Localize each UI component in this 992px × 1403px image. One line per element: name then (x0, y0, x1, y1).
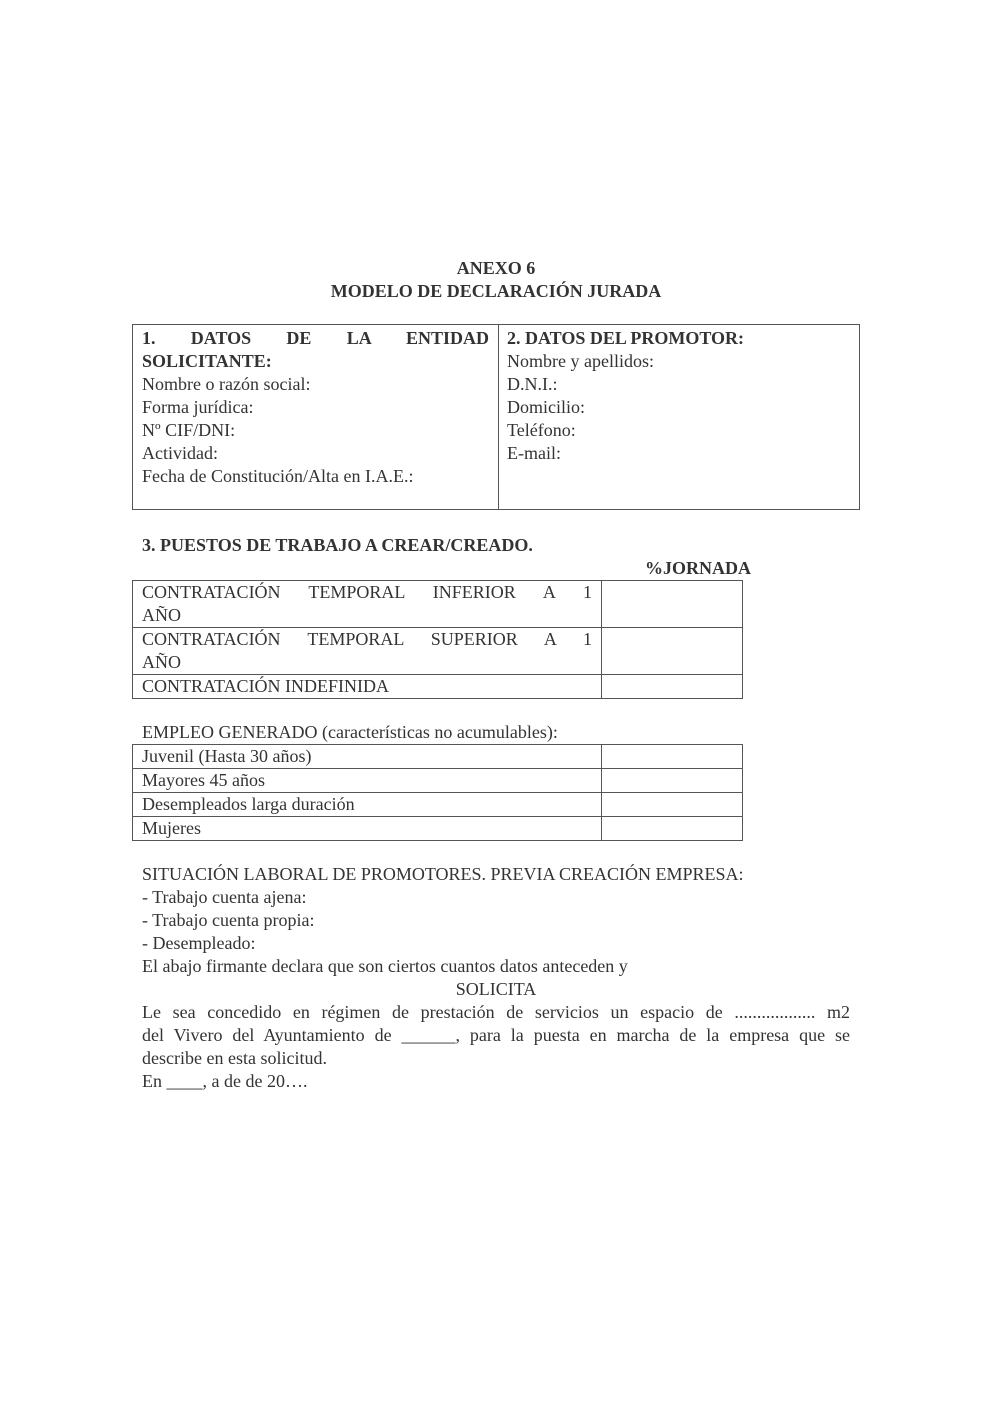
jobs-row-label-line1: CONTRATACIÓN TEMPORAL SUPERIOR A 1 (142, 629, 592, 649)
jobs-row-label-line1: CONTRATACIÓN TEMPORAL INFERIOR A 1 (142, 582, 592, 602)
employment-table (132, 744, 743, 841)
employment-row-label: Juvenil (Hasta 30 años) (133, 745, 602, 769)
jobs-section-heading: 3. PUESTOS DE TRABAJO A CREAR/CREADO. (142, 535, 533, 555)
employment-row-label: Mujeres (133, 817, 602, 841)
labor-item-self-employed: - Trabajo cuenta propia: (142, 910, 315, 930)
entity-field-cif: Nº CIF/DNI: (142, 420, 236, 440)
employment-value-cell[interactable] (602, 745, 743, 769)
labor-item-unemployed: - Desempleado: (142, 933, 256, 953)
request-line-1: Le sea concedido en régimen de prestación de servicios un espacio de .................. m2 (142, 1002, 850, 1022)
jobs-row-label-line2: AÑO (142, 605, 181, 625)
table-row (133, 581, 743, 628)
jobs-table (132, 580, 743, 699)
promoter-data-column (499, 325, 859, 509)
jornada-cell[interactable] (602, 581, 743, 628)
jobs-row-label-line1: CONTRATACIÓN INDEFINIDA (142, 676, 390, 696)
declaration-text: El abajo firmante declara que son ciertos cuantos datos anteceden y (142, 956, 628, 976)
request-line-3: describe en esta solicitud. (142, 1048, 327, 1068)
jobs-row-label (133, 581, 602, 628)
request-paragraph (142, 1001, 850, 1070)
employment-value-cell[interactable] (602, 769, 743, 793)
employment-heading: EMPLEO GENERADO (características no acumulables): (142, 722, 558, 742)
labor-item-employed: - Trabajo cuenta ajena: (142, 887, 307, 907)
table-row (133, 628, 743, 675)
entity-data-column (133, 325, 499, 509)
entity-field-constitution-date: Fecha de Constitución/Alta en I.A.E.: (142, 466, 414, 486)
employment-row-label: Desempleados larga duración (133, 793, 602, 817)
entity-heading-line1: 1. DATOS DE LA ENTIDAD (142, 328, 489, 348)
employment-value-cell[interactable] (602, 817, 743, 841)
document-title: MODELO DE DECLARACIÓN JURADA (330, 281, 662, 301)
jornada-column-header: %JORNADA (645, 558, 751, 578)
table-row (133, 769, 743, 793)
employment-value-cell[interactable] (602, 793, 743, 817)
promoter-field-dni: D.N.I.: (507, 374, 558, 394)
table-row (133, 675, 743, 699)
employment-row-label: Mayores 45 años (133, 769, 602, 793)
entity-field-legal-form: Forma jurídica: (142, 397, 254, 417)
promoter-field-name: Nombre y apellidos: (507, 351, 654, 371)
solicita-heading: SOLICITA (455, 979, 537, 999)
request-line-2: del Vivero del Ayuntamiento de ______, para la puesta en marcha de la empresa que se (142, 1025, 850, 1045)
labor-situation-section (142, 863, 850, 1093)
promoter-field-address: Domicilio: (507, 397, 585, 417)
jornada-cell[interactable] (602, 628, 743, 675)
table-row (133, 745, 743, 769)
jobs-row-label (133, 675, 602, 699)
entity-field-name: Nombre o razón social: (142, 374, 311, 394)
annex-number: ANEXO 6 (456, 258, 536, 278)
entity-field-activity: Actividad: (142, 443, 218, 463)
promoter-field-phone: Teléfono: (507, 420, 576, 440)
labor-situation-heading: SITUACIÓN LABORAL DE PROMOTORES. PREVIA CREACIÓN EMPRESA: (142, 864, 744, 884)
promoter-field-email: E-mail: (507, 443, 561, 463)
promoter-heading: 2. DATOS DEL PROMOTOR: (507, 328, 745, 348)
jobs-row-label-line2: AÑO (142, 652, 181, 672)
applicant-promoter-box (132, 324, 860, 510)
table-row (133, 793, 743, 817)
jobs-row-label (133, 628, 602, 675)
table-row (133, 817, 743, 841)
entity-heading-line2: SOLICITANTE: (142, 351, 272, 371)
jornada-cell[interactable] (602, 675, 743, 699)
place-date-line: En ____, a de de 20…. (142, 1071, 308, 1091)
